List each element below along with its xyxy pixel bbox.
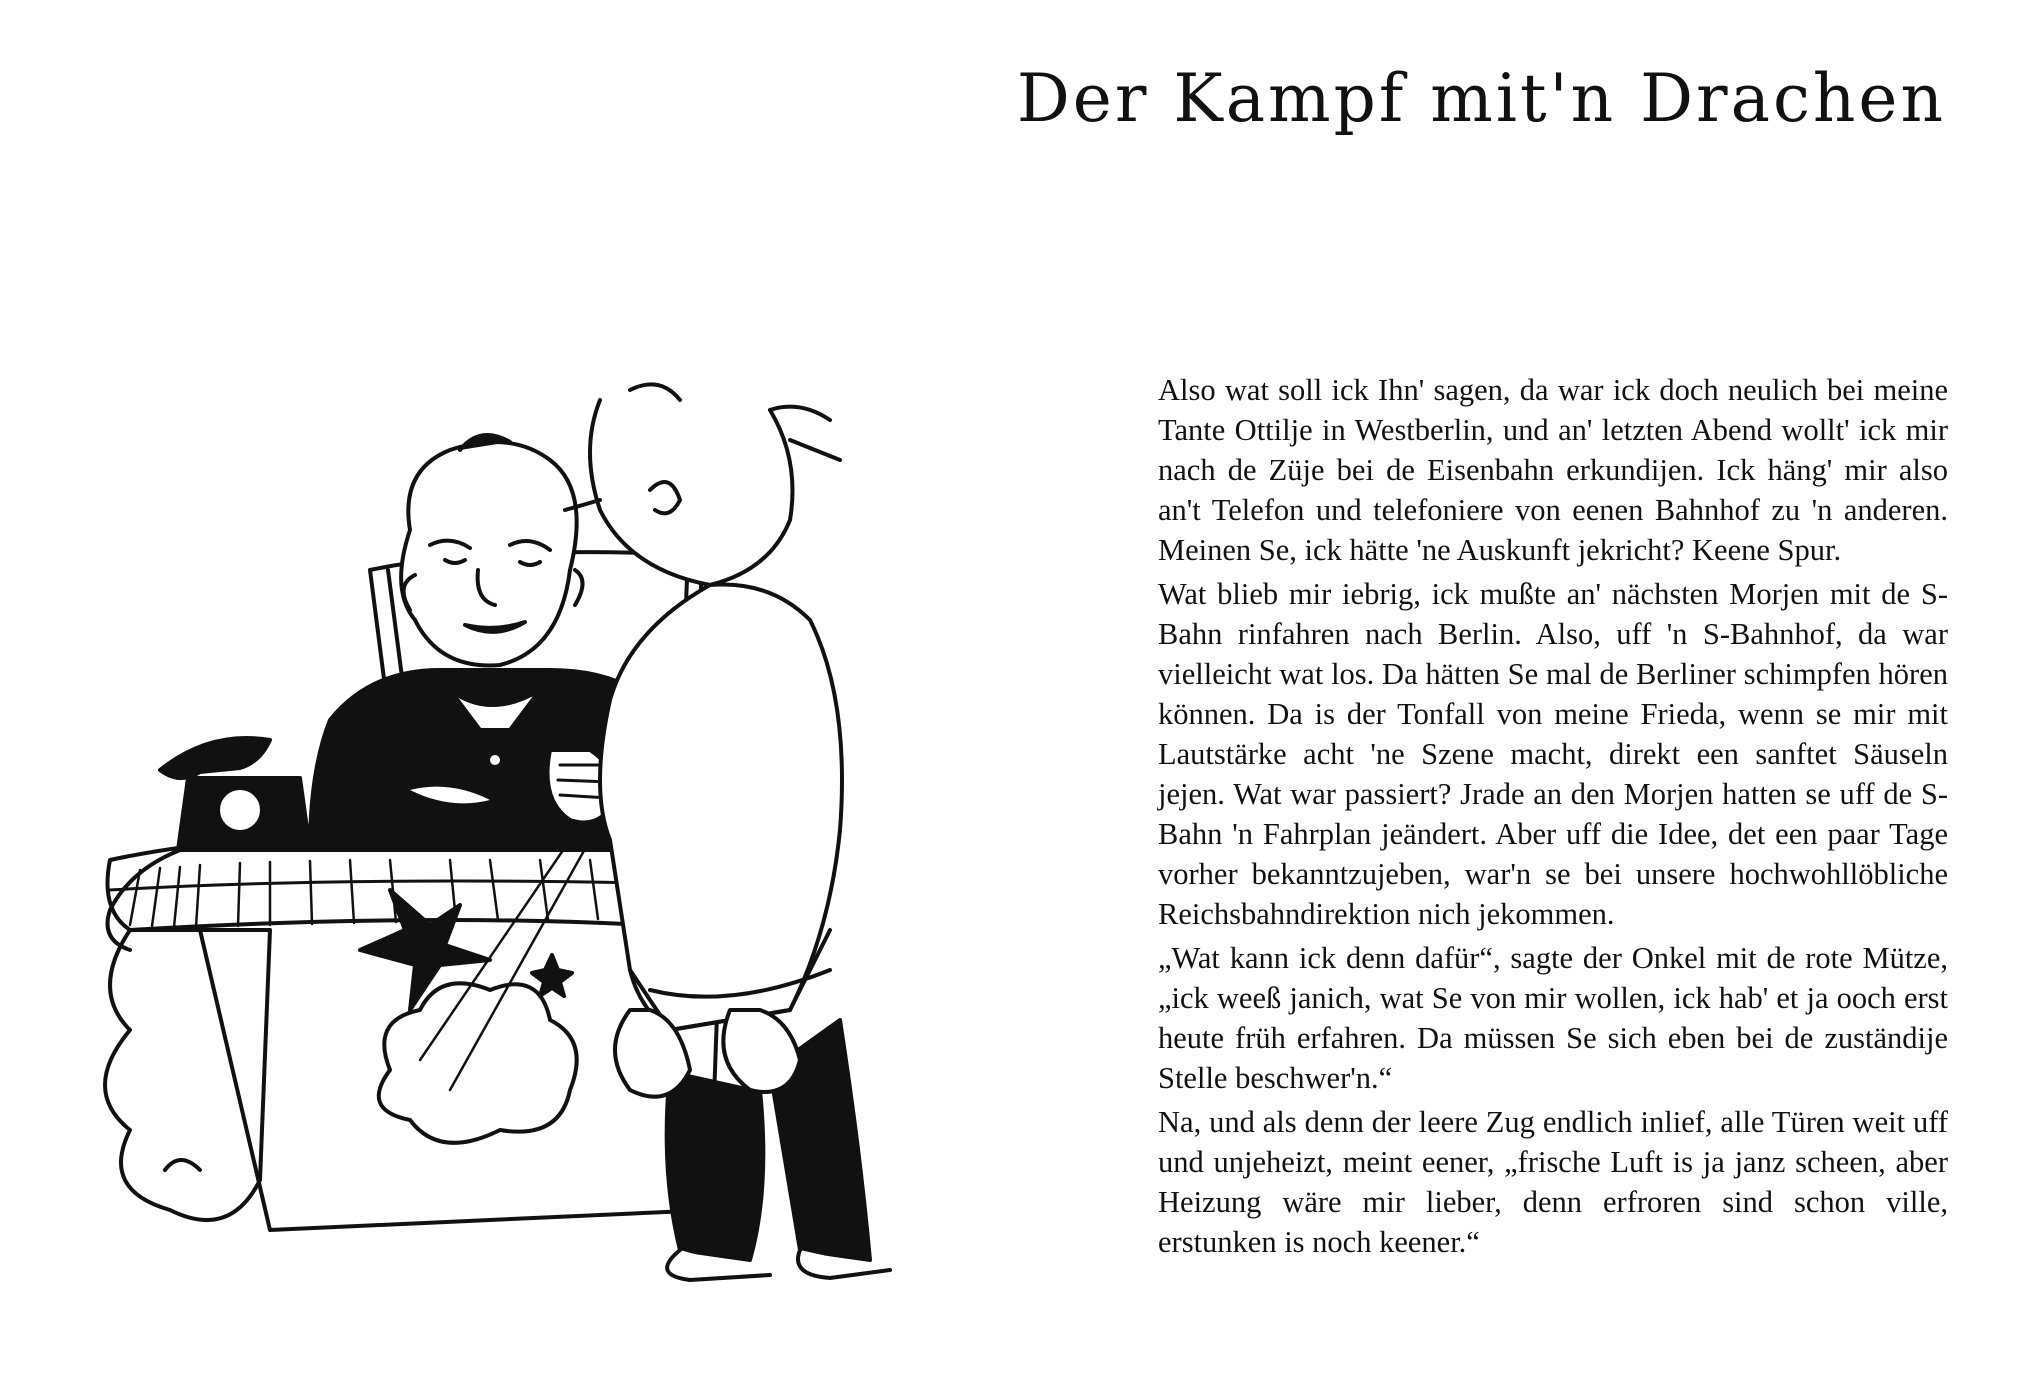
- cartoon-illustration: [70, 370, 1110, 1290]
- story-text: [1158, 370, 1948, 1266]
- paragraph-3: „Wat kann ick denn dafür“, sagte der Onkel mit de rote Mütze, „ick weeß janich, wat Se von mir wollen, ick hab' et ja ooch erst heute früh erfahren. Da müssen Se sich eben bei de zuständije Stelle beschwer'n.“: [1158, 941, 1948, 1095]
- paragraph-2: Wat blieb mir iebrig, ick mußte an' nächsten Morjen mit de S-Bahn rinfahren nach Berlin. Also, uff 'n S-Bahnhof, da war vielleicht wat los. Da hätten Se mal de Berliner schimpfen hören können. Da is der Tonfall von meine Frieda, wenn se mir mit Lautstärke acht 'ne Szene macht, direkt een sanftet Säuseln jejen. Wat war passiert? Jrade an den Morjen hatten se uff de S-Bahn 'n Fahrplan jeändert. Aber uff die Idee, det een paar Tage vorher bekanntzujeben, war'n se bei unsere hochwohllöbliche Reichsbahndirektion nich jekommen.: [1158, 577, 1948, 931]
- page-title: Der Kampf mit'n Drachen: [1016, 60, 1946, 137]
- paragraph-4: Na, und als denn der leere Zug endlich inlief, alle Türen weit uff und unjeheizt, meint eener, „frische Luft is ja janz scheen, aber Heizung wäre mir lieber, denn erfroren sind schon ville, erstunken is noch keener.“: [1158, 1105, 1948, 1259]
- cartoon-desk-scene-icon: [70, 370, 1110, 1290]
- paragraph-1: Also wat soll ick Ihn' sagen, da war ick doch neulich bei meine Tante Ottilje in Westberlin, und an' letzten Abend wollt' ick mir nach de Züje bei de Eisenbahn erkundijen. Ick häng' mir also an't Telefon und telefoniere von eenen Bahnhof zu 'n anderen. Meinen Se, ick hätte 'ne Auskunft jekricht? Keene Spur.: [1158, 373, 1948, 567]
